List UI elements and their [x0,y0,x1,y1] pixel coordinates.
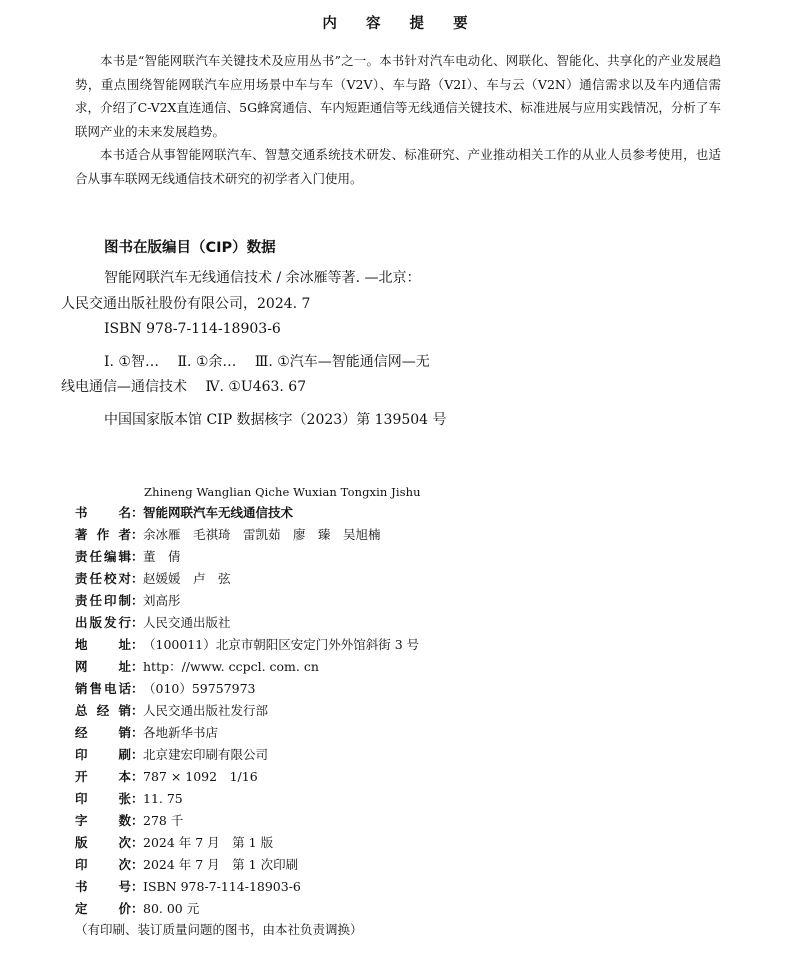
colophon-label: 字 数 ： [75,810,143,832]
colophon-value: 智能网联汽车无线通信技术 [143,505,294,520]
colophon-value: 余冰雁 毛祺琦 雷凯茹 廖 臻 吴旭楠 [143,527,381,542]
colophon-row [75,524,535,546]
cip-heading: 图书在版编目（CIP）数据 [104,240,276,256]
cip-class-item: Ⅰ. ①智… [104,353,159,370]
colophon-label-text: 出 版 发 行 [75,615,131,630]
colophon-label: 著 作 者 ： [75,524,143,546]
colophon-label-text: 书 名 [75,505,131,520]
colophon-value: 董 倩 [143,549,181,564]
colophon-value: ISBN 978-7-114-18903-6 [143,879,301,894]
colophon-label: 书 号 ： [75,876,143,898]
colophon-label: 销 售 电 话 ： [75,678,143,700]
cip-classification-line-2 [61,375,504,401]
colophon-label-text: 经 销 [75,725,131,740]
colophon-row [75,678,535,700]
colophon-label: 印 张 ： [75,788,143,810]
cip-class-item: Ⅲ. ①汽车—智能通信网—无 [254,353,430,370]
colophon-value: （010）59757973 [143,681,256,696]
cip-class-item: 线电通信—通信技术 [61,379,187,395]
colophon-row [75,656,535,678]
colophon-value: 2024 年 7 月 第 1 次印刷 [143,857,299,872]
cip-data-block [61,266,504,433]
colophon-label-text: 责 任 印 制 [75,593,131,608]
cip-class-item: Ⅱ. ①余… [177,353,237,370]
colophon-value: 11. 75 [143,791,183,806]
colophon-label: 定 价 ： [75,898,143,920]
colophon-row [75,854,535,876]
cip-class-item: Ⅳ. ①U463. 67 [205,379,307,395]
colophon-label-text: 版 次 [75,835,131,850]
colophon-label-text: 印 张 [75,791,131,806]
colophon-label: 书 名 ： [75,502,143,524]
colophon-label-text: 销 售 电 话 [75,681,131,696]
colophon-row [75,590,535,612]
colophon-row [75,502,535,524]
colophon-value: （100011）北京市朝阳区安定门外外馆斜街 3 号 [143,637,420,652]
colophon-label-text: 字 数 [75,813,131,828]
colophon-label: 经 销 ： [75,722,143,744]
cip-classification-line-1 [104,350,504,376]
colophon-row [75,700,535,722]
colophon-label: 地 址 ： [75,634,143,656]
colophon-row [75,634,535,656]
colophon-label: 责 任 校 对 ： [75,568,143,590]
colophon-value: 赵媛媛 卢 弦 [143,571,231,586]
colophon-value: 人民交通出版社 [143,615,231,630]
colophon-label-text: 著 作 者 [75,527,131,542]
colophon-row [75,546,535,568]
colophon-value: 人民交通出版社发行部 [143,703,269,718]
colophon-value: 278 千 [143,813,184,828]
colophon-row [75,788,535,810]
colophon-label: 印 次 ： [75,854,143,876]
colophon-label-text: 责 任 编 辑 [75,549,131,564]
colophon-label-text: 印 次 [75,857,131,872]
colophon-label: 开 本 ： [75,766,143,788]
colophon-label: 总 经 销 ： [75,700,143,722]
colophon-value: 787 × 1092 1/16 [143,769,258,784]
summary-paragraph: 本书是“智能网联汽车关键技术及应用丛书”之一。本书针对汽车电动化、网联化、智能化、共享化的产业发展趋势，重点围绕智能网联汽车应用场景中车与车（V2V）、车与路（V2I）、车与云（V2N）通信需求以及车内通信需求，介绍了C-V2X直连通信、5G蜂窝通信、车内短距通信等无线通信关键技术、标准进展与应用实践情况，分析了车联网产业的未来发展趋势。 [75,53,721,139]
colophon-label: 责 任 编 辑 ： [75,546,143,568]
cip-line-title: 智能网联汽车无线通信技术 / 余冰雁等著. —北京： [104,270,421,286]
colophon-row [75,612,535,634]
quality-note: （有印刷、装订质量问题的图书，由本社负责调换） [75,922,363,937]
colophon-value: 北京建宏印刷有限公司 [143,747,269,762]
cip-record-number: 中国国家版本馆 CIP 数据核字（2023）第 139504 号 [104,411,447,428]
cip-line-publisher: 人民交通出版社股份有限公司，2024. 7 [61,295,311,312]
colophon-row [75,832,535,854]
colophon-label: 印 刷 ： [75,744,143,766]
colophon-row [75,810,535,832]
colophon-row [75,744,535,766]
colophon-label: 出 版 发 行 ： [75,612,143,634]
summary-title: 内 容 提 要 [322,16,480,32]
colophon-label-text: 总 经 销 [75,703,131,718]
colophon-label-text: 开 本 [75,769,131,784]
colophon-row [75,766,535,788]
colophon-row [75,898,535,920]
colophon-value: 80. 00 元 [143,901,200,916]
book-title-pinyin: Zhineng Wanglian Qiche Wuxian Tongxin Jishu [144,485,421,499]
colophon-label: 网 址 ： [75,656,143,678]
colophon-row [75,722,535,744]
colophon-row [75,568,535,590]
cip-isbn: ISBN 978-7-114-18903-6 [104,321,281,337]
colophon-label-text: 地 址 [75,637,131,652]
colophon-label-text: 定 价 [75,901,131,916]
colophon-value: 刘高彤 [143,593,181,608]
colophon-label-text: 网 址 [75,659,131,674]
colophon-row [75,876,535,898]
colophon-table [75,502,535,920]
colophon-label-text: 书 号 [75,879,131,894]
colophon-label-text: 印 刷 [75,747,131,762]
colophon-label: 版 次 ： [75,832,143,854]
colophon-label: 责 任 印 制 ： [75,590,143,612]
colophon-value: 2024 年 7 月 第 1 版 [143,835,274,850]
summary-paragraph: 本书适合从事智能网联汽车、智慧交通系统技术研发、标准研究、产业推动相关工作的从业人员参考使用，也适合从事车联网无线通信技术研究的初学者入门使用。 [75,147,721,186]
colophon-label-text: 责 任 校 对 [75,571,131,586]
colophon-value: 各地新华书店 [143,725,219,740]
colophon-value: http：//www. ccpcl. com. cn [143,659,319,674]
summary-section [75,49,721,190]
